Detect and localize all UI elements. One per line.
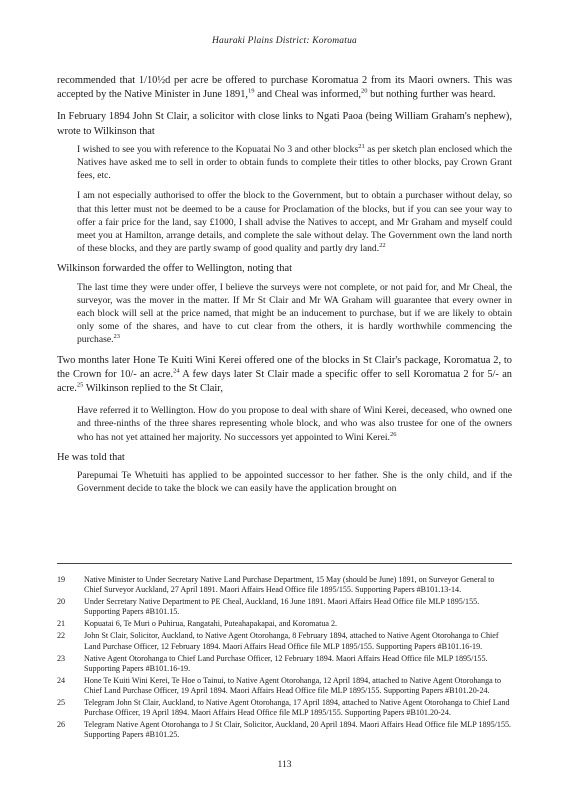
footnote xyxy=(57,575,512,595)
footnote-ref-21[interactable]: 21 xyxy=(358,142,365,150)
footnote xyxy=(57,597,512,617)
paragraph-3: Wilkinson forwarded the offer to Wellington, noting that xyxy=(57,263,292,275)
footnote-text: Native Minister to Under Secretary Native Land Purchase Department, 15 May (should be June) 1891, on Surveyor General to Chief Surveyor Auckland, 27 April 1891. Maori Affairs Head Office file 1895/155. Supporting Papers #B101.13-14. xyxy=(84,575,495,595)
footnote-number: 23 xyxy=(57,653,66,663)
paragraph-2: In February 1894 John St Clair, a solicitor with close links to Ngati Paoa (being William Graham's nephew), wrote to Wilkinson that xyxy=(57,111,512,137)
footnote-number: 20 xyxy=(57,597,66,607)
footnote-ref-25[interactable]: 25 xyxy=(76,381,84,389)
paragraph-5: He was told that xyxy=(57,451,125,463)
page-number: 113 xyxy=(277,760,292,770)
footnote-number: 26 xyxy=(57,720,66,730)
footnote-ref-22[interactable]: 22 xyxy=(379,242,386,250)
footnote-ref-20[interactable]: 20 xyxy=(361,87,368,95)
footnote-text: Telegram Native Agent Otorohanga to J St Clair, Solicitor, Auckland, 20 April 1894. Maori Affairs Head Office file MLP 1895/155. Supporting Papers #B101.25. xyxy=(84,720,512,740)
footnote xyxy=(57,619,512,629)
footnote xyxy=(57,676,512,696)
footnote-ref-23[interactable]: 23 xyxy=(113,333,120,341)
footnote-number: 22 xyxy=(57,631,66,641)
footnote-ref-26[interactable]: 26 xyxy=(389,430,397,438)
block-quote-1: I wished to see you with reference to the Kopuatai No 3 and other blocks$^{21}$ as per sketch plan enclosed which the Natives have asked me to sell in order to obtain funds to complete their titles to other blocks, pay Crown Grant fees, etc. xyxy=(77,142,512,182)
footnote-number: 25 xyxy=(57,698,66,708)
footnotes xyxy=(57,575,512,742)
footnote-text: Kopuatai 6, Te Muri o Puhirua, Rangatahi, Puteahapakapai, and Koromatua 2. xyxy=(84,619,338,629)
footnote-number: 21 xyxy=(57,619,66,629)
footnote-ref-19[interactable]: 19 xyxy=(248,87,255,95)
footnote-text: Native Agent Otorohanga to Chief Land Purchase Officer, 12 February 1894. Maori Affairs Head Office file MLP 1895/155. Supporting Papers #B101.16-19. xyxy=(84,653,488,673)
footnote-number: 24 xyxy=(57,675,66,685)
footnote xyxy=(57,631,512,651)
footnote-text: Hone Te Kuiti Wini Kerei, Te Hoe o Tainui, to Native Agent Otorohanga, 12 April 1894, attached to Native Agent Otorohanga to Chief Land Purchase Officer, 19 April 1894. Maori Affairs Head Office file MLP 1895/155. Supporting Papers #B101.20-24. xyxy=(84,675,502,695)
paragraph-1: recommended that 1/10½d per acre be offered to purchase Koromatua 2 from its Maori owners. This was accepted by the Native Minister in June 1891,19 and Cheal was informed,$^{20}$ but nothing further was heard. xyxy=(57,75,512,101)
footnote-ref-24[interactable]: 24 xyxy=(173,367,180,375)
footnote xyxy=(57,720,512,740)
block-quote-3: The last time they were under offer, I believe the surveys were not complete, or not paid for, and Mr Cheal, the surveyor, was the mover in the matter. If Mr St Clair and Mr WA Graham will guarantee that every owner in each block will sell at the price named, that might be an inducement to purchase, but if we are likely to obtain only some of the shares, and have to cut clear from the others, it is hardly worthwhile commencing the purchase.$^{23}$ xyxy=(77,281,512,346)
footnote-text: Under Secretary Native Department to PE Cheal, Auckland, 16 June 1891. Maori Affairs Head Office file MLP 1895/155. Supporting Papers #B101.15. xyxy=(84,597,480,617)
block-quote-5: Parepumai Te Whetuiti has applied to be appointed successor to her father. She is the only child, and if the Government decide to take the block we can easily have the application brought on xyxy=(77,470,512,495)
body-text xyxy=(57,74,512,502)
footnote-number: 19 xyxy=(57,575,66,584)
footnote xyxy=(57,698,512,718)
paragraph-4: Two months later Hone Te Kuiti Wini Kerei offered one of the blocks in St Clair's package, Koromatua 2, to the Crown for 10/- an acre.$^{24}$ A few days later St Clair made a specific offer to sell Koromatua 2 for 5/- an acre.$^{25}$ Wilkinson replied to the St Clair, xyxy=(57,354,513,395)
block-quote-4: Have referred it to Wellington. How do you propose to deal with share of Wini Kerei, deceased, who owned one and three-ninths of the three shares representing whole block, and who was also trustee for one of the owners who has not yet attained her majority. No successors yet appointed to Wini Kerei.$^{26}$ xyxy=(77,405,512,443)
footnote-text: John St Clair, Solicitor, Auckland, to Native Agent Otorohanga, 8 February 1894, attached to Native Agent Otorohanga to Chief Land Purchase Officer, 12 February 1894. Maori Affairs Head Office file MLP 1895/155. Supporting Papers #B101.16-19. xyxy=(84,631,499,651)
footnote xyxy=(57,654,512,674)
footnote-divider xyxy=(57,563,512,564)
footnote-text: Telegram John St Clair, Auckland, to Native Agent Otorohanga, 17 April 1894, attached to Native Agent Otorohanga to Chief Land Purchase Officer, 19 April 1894. Maori Affairs Head Office file MLP 1895/155. Supporting Papers #B101.20-24. xyxy=(84,698,510,718)
running-head: Hauraki Plains District: Koromatua xyxy=(212,36,357,46)
block-quote-2: I am not especially authorised to offer the block to the Government, but to obtain a purchaser without delay, so that this letter must not be deemed to be a cause for Proclamation of the blocks, but if you can see your way to offer a fair price for the land, say £1000, I shall advise the Natives to accept, and Mr Graham and myself could meet you at Hamilton, arrange details, and complete the sale without delay. The Government own the land north of these blocks, and they are partly swamp of good quality and partly dry land.$^{22}$ xyxy=(77,190,512,255)
